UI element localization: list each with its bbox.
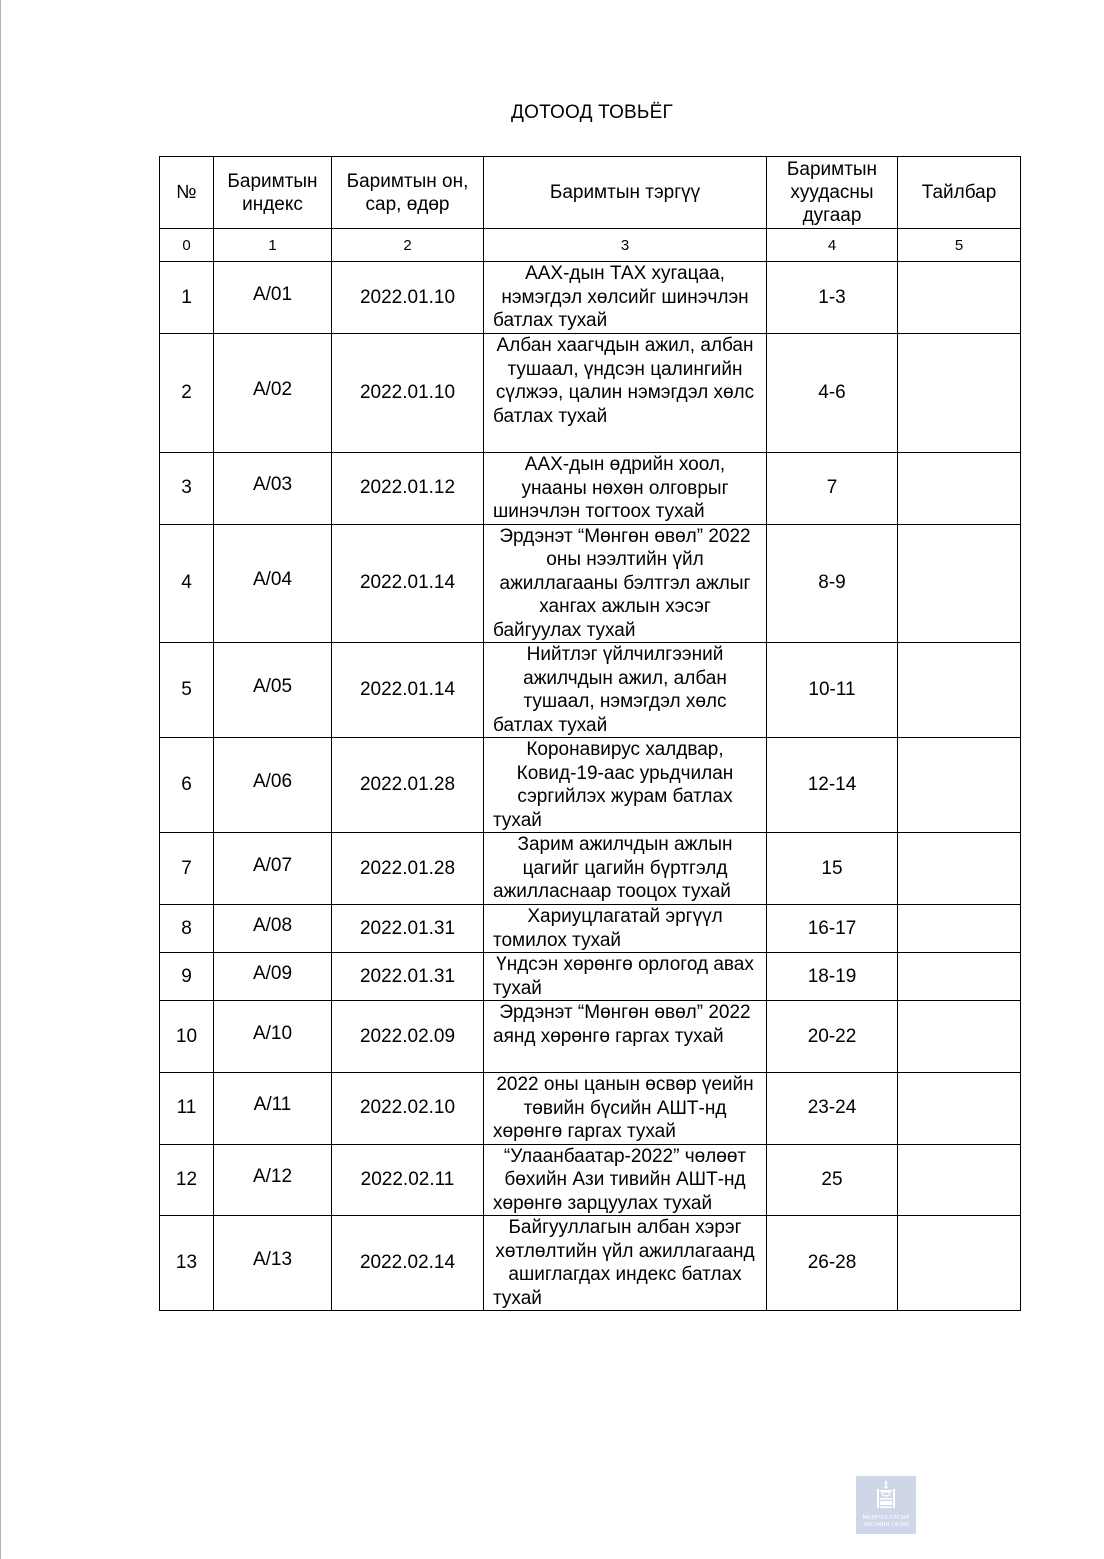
row-subject: Үндсэн хөрөнгө орлогод авах тухай bbox=[484, 953, 767, 1001]
column-number: 1 bbox=[214, 229, 332, 262]
row-note bbox=[898, 643, 1021, 738]
row-note bbox=[898, 905, 1021, 953]
column-number: 3 bbox=[484, 229, 767, 262]
row-index: А/09 bbox=[214, 950, 332, 998]
header-no: № bbox=[160, 157, 214, 229]
header-index: Баримтын индекс bbox=[214, 157, 332, 229]
row-subject: Нийтлэг үйлчилгээний ажилчдын ажил, албан тушаал, нэмэгдэл хөлс батлах тухай bbox=[484, 643, 767, 738]
row-pages: 7 bbox=[767, 453, 898, 525]
row-index: А/04 bbox=[214, 521, 332, 640]
table-row bbox=[160, 953, 1021, 1001]
column-number-row bbox=[160, 229, 1021, 262]
row-index: А/11 bbox=[214, 1070, 332, 1142]
row-subject: Коронавирус халдвар, Ковид-19-аас урьдчилан сэргийлэх журам батлах тухай bbox=[484, 738, 767, 833]
row-note bbox=[898, 524, 1021, 643]
row-note bbox=[898, 262, 1021, 334]
row-number: 1 bbox=[160, 262, 214, 334]
row-date: 2022.02.14 bbox=[332, 1216, 484, 1311]
header-pages: Баримтын хуудасны дугаар bbox=[767, 157, 898, 229]
row-date: 2022.01.31 bbox=[332, 905, 484, 953]
row-number: 9 bbox=[160, 953, 214, 1001]
header-note: Тайлбар bbox=[898, 157, 1021, 229]
row-subject: 2022 оны цанын өсвөр үеийн төвийн бүсийн АШТ-нд хөрөнгө гаргах тухай bbox=[484, 1073, 767, 1145]
row-subject: Зарим ажилчдын ажлын цагийг цагийн бүртгэлд ажилласнаар тооцох тухай bbox=[484, 833, 767, 905]
row-pages: 12-14 bbox=[767, 738, 898, 833]
row-subject: ААХ-дын ТАХ хугацаа, нэмэгдэл хөлсийг шинэчлэн батлах тухай bbox=[484, 262, 767, 334]
table-row bbox=[160, 524, 1021, 643]
row-date: 2022.02.11 bbox=[332, 1144, 484, 1216]
row-number: 6 bbox=[160, 738, 214, 833]
row-pages: 10-11 bbox=[767, 643, 898, 738]
row-index: А/10 bbox=[214, 998, 332, 1070]
page-edge-line bbox=[0, 0, 1, 1559]
table-row bbox=[160, 334, 1021, 453]
row-note bbox=[898, 1073, 1021, 1145]
table-row bbox=[160, 1216, 1021, 1311]
soyombo-emblem-icon bbox=[874, 1480, 898, 1510]
row-date: 2022.01.10 bbox=[332, 262, 484, 334]
row-index: А/02 bbox=[214, 331, 332, 450]
table-row bbox=[160, 1144, 1021, 1216]
table-row bbox=[160, 643, 1021, 738]
row-subject: Байгууллагын албан хэрэг хөтлөлтийн үйл ажиллагаанд ашиглагдах индекс батлах тухай bbox=[484, 1216, 767, 1311]
row-date: 2022.01.28 bbox=[332, 833, 484, 905]
row-date: 2022.01.14 bbox=[332, 643, 484, 738]
logo-text-line2: ЗАСГИЙН ГАЗАР bbox=[862, 1522, 910, 1528]
row-pages: 23-24 bbox=[767, 1073, 898, 1145]
row-date: 2022.01.10 bbox=[332, 334, 484, 453]
row-number: 12 bbox=[160, 1144, 214, 1216]
row-index: А/13 bbox=[214, 1213, 332, 1308]
row-subject: Эрдэнэт “Мөнгөн өвөл” 2022 аянд хөрөнгө гаргах тухай bbox=[484, 1001, 767, 1073]
row-number: 2 bbox=[160, 334, 214, 453]
row-note bbox=[898, 1216, 1021, 1311]
row-subject: Хариуцлагатай эргүүл томилох тухай bbox=[484, 905, 767, 953]
header-subject: Баримтын тэргүү bbox=[484, 157, 767, 229]
row-date: 2022.01.31 bbox=[332, 953, 484, 1001]
row-note bbox=[898, 833, 1021, 905]
page-title: ДОТООД ТОВЬЁГ bbox=[511, 102, 673, 123]
row-pages: 4-6 bbox=[767, 334, 898, 453]
row-index: А/08 bbox=[214, 902, 332, 950]
table-row bbox=[160, 1073, 1021, 1145]
row-note bbox=[898, 453, 1021, 525]
row-subject: ААХ-дын өдрийн хоол, унааны нөхөн олговрыг шинэчлэн тогтоох тухай bbox=[484, 453, 767, 525]
row-index: А/12 bbox=[214, 1141, 332, 1213]
row-subject: Албан хаагчдын ажил, албан тушаал, үндсэн цалингийн сүлжээ, цалин нэмэгдэл хөлс батлах тухай bbox=[484, 334, 767, 453]
row-number: 3 bbox=[160, 453, 214, 525]
row-note bbox=[898, 1001, 1021, 1073]
row-pages: 8-9 bbox=[767, 524, 898, 643]
row-number: 10 bbox=[160, 1001, 214, 1073]
header-row bbox=[160, 157, 1021, 229]
row-date: 2022.02.09 bbox=[332, 1001, 484, 1073]
row-subject: “Улаанбаатар-2022” чөлөөт бөхийн Ази тивийн АШТ-нд хөрөнгө зарцуулах тухай bbox=[484, 1144, 767, 1216]
header-date: Баримтын он, сар, өдөр bbox=[332, 157, 484, 229]
table-row bbox=[160, 738, 1021, 833]
column-number: 5 bbox=[898, 229, 1021, 262]
row-note bbox=[898, 1144, 1021, 1216]
table-row bbox=[160, 262, 1021, 334]
row-pages: 20-22 bbox=[767, 1001, 898, 1073]
table-row bbox=[160, 453, 1021, 525]
row-pages: 26-28 bbox=[767, 1216, 898, 1311]
row-index: А/01 bbox=[214, 259, 332, 331]
row-number: 11 bbox=[160, 1073, 214, 1145]
row-note bbox=[898, 334, 1021, 453]
row-number: 5 bbox=[160, 643, 214, 738]
row-index: А/03 bbox=[214, 450, 332, 522]
table-row bbox=[160, 833, 1021, 905]
row-pages: 15 bbox=[767, 833, 898, 905]
logo-text-line1: МОНГОЛ УЛСЫН bbox=[862, 1515, 910, 1521]
row-pages: 18-19 bbox=[767, 953, 898, 1001]
column-number: 4 bbox=[767, 229, 898, 262]
row-note bbox=[898, 953, 1021, 1001]
row-number: 4 bbox=[160, 524, 214, 643]
table-row bbox=[160, 1001, 1021, 1073]
row-date: 2022.01.12 bbox=[332, 453, 484, 525]
row-date: 2022.02.10 bbox=[332, 1073, 484, 1145]
row-date: 2022.01.14 bbox=[332, 524, 484, 643]
row-date: 2022.01.28 bbox=[332, 738, 484, 833]
government-logo bbox=[856, 1476, 916, 1534]
row-number: 7 bbox=[160, 833, 214, 905]
row-index: А/05 bbox=[214, 640, 332, 735]
row-pages: 1-3 bbox=[767, 262, 898, 334]
row-subject: Эрдэнэт “Мөнгөн өвөл” 2022 оны нээлтийн үйл ажиллагааны бэлтгэл ажлыг хангах ажлын хэсэг байгуулах тухай bbox=[484, 524, 767, 643]
column-number: 0 bbox=[160, 229, 214, 262]
row-pages: 16-17 bbox=[767, 905, 898, 953]
row-pages: 25 bbox=[767, 1144, 898, 1216]
row-index: А/06 bbox=[214, 735, 332, 830]
row-number: 8 bbox=[160, 905, 214, 953]
row-index: А/07 bbox=[214, 830, 332, 902]
column-number: 2 bbox=[332, 229, 484, 262]
row-note bbox=[898, 738, 1021, 833]
document-register-table bbox=[159, 156, 1021, 1311]
table-row bbox=[160, 905, 1021, 953]
row-number: 13 bbox=[160, 1216, 214, 1311]
